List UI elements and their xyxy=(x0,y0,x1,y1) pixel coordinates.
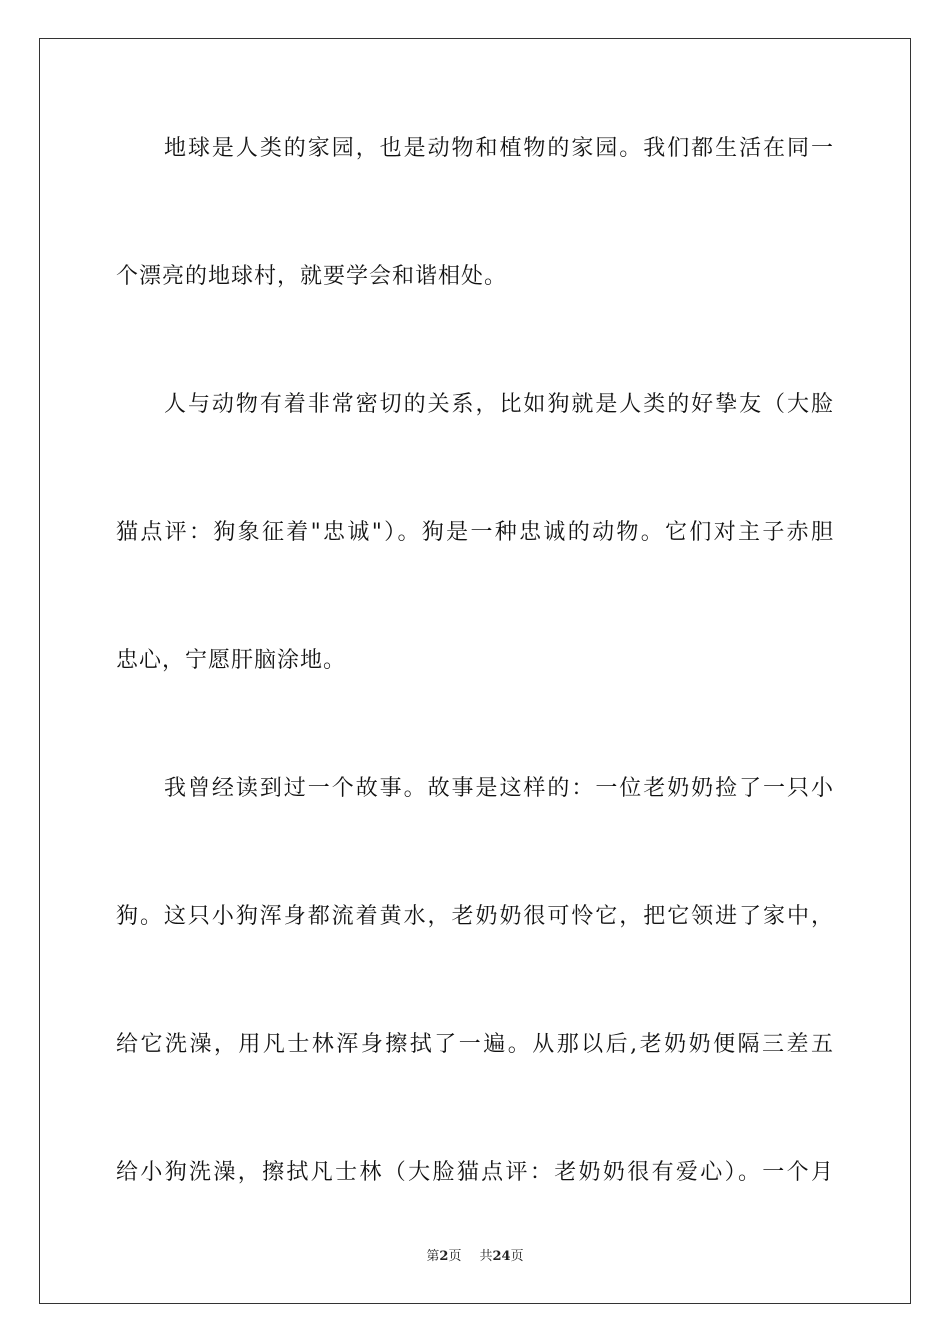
page-number: 2 xyxy=(439,1249,449,1264)
total-pages: 24 xyxy=(492,1249,511,1264)
paragraph-2-line-2: 猫点评：狗象征着"忠诚"）。狗是一种忠诚的动物。它们对主子赤胆 xyxy=(116,520,834,545)
paragraph-1-line-1: 地球是人类的家园，也是动物和植物的家园。我们都生活在同一 xyxy=(164,136,834,161)
paragraph-3-line-4: 给小狗洗澡，擦拭凡士林（大脸猫点评：老奶奶很有爱心）。一个月 xyxy=(116,1160,834,1185)
paragraph-3-line-2: 狗。这只小狗浑身都流着黄水，老奶奶很可怜它，把它领进了家中， xyxy=(116,904,834,929)
total-suffix: 页 xyxy=(510,1249,524,1264)
total-prefix: 共 xyxy=(479,1249,493,1264)
page-prefix: 第 xyxy=(426,1249,440,1264)
paragraph-2-line-3: 忠心，宁愿肝脑涂地。 xyxy=(116,648,347,673)
paragraph-3-line-3: 给它洗澡，用凡士林浑身擦拭了一遍。从那以后,老奶奶便隔三差五 xyxy=(116,1032,834,1057)
paragraph-2-line-1: 人与动物有着非常密切的关系，比如狗就是人类的好挚友（大脸 xyxy=(164,392,834,417)
page-footer xyxy=(0,1248,950,1266)
paragraph-1-line-2: 个漂亮的地球村，就要学会和谐相处。 xyxy=(116,264,508,289)
paragraph-3-line-1: 我曾经读到过一个故事。故事是这样的：一位老奶奶捡了一只小 xyxy=(164,776,834,801)
page-suffix: 页 xyxy=(448,1249,462,1264)
